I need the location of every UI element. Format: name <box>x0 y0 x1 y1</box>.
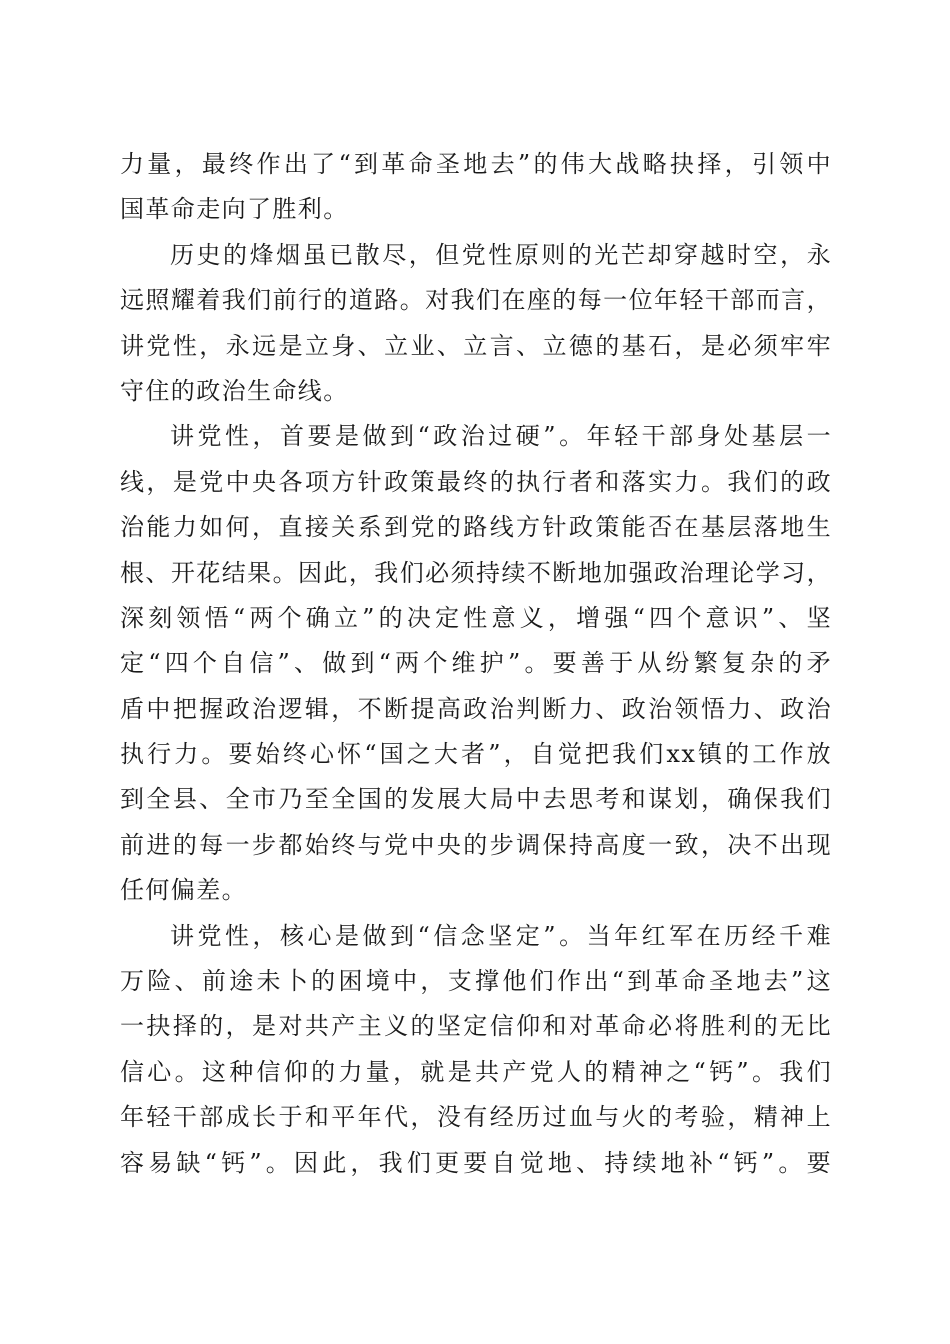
text-line: 一抉择的，是对共产主义的坚定信仰和对革命必将胜利的无比 <box>120 1012 832 1041</box>
text-line: 定“四个自信”、做到“两个维护”。要善于从纷繁复杂的矛 <box>120 649 832 678</box>
text-line: 到全县、全市乃至全国的发展大局中去思考和谋划，确保我们 <box>120 785 832 814</box>
text-line: 根、开花结果。因此，我们必须持续不断地加强政治理论学习， <box>120 558 832 587</box>
text-line: 国革命走向了胜利。 <box>120 195 349 224</box>
text-line: 容易缺“钙”。因此，我们更要自觉地、持续地补“钙”。要 <box>120 1148 832 1177</box>
paragraph-first-line: 讲党性，首要是做到“政治过硬”。年轻干部身处基层一 <box>170 422 832 451</box>
text-line: 力量，最终作出了“到革命圣地去”的伟大战略抉择，引领中 <box>120 150 832 178</box>
text-line: 盾中把握政治逻辑，不断提高政治判断力、政治领悟力、政治 <box>120 694 832 723</box>
text-line: 讲党性，永远是立身、立业、立言、立德的基石，是必须牢牢 <box>120 331 832 360</box>
text-line: 任何偏差。 <box>120 876 247 905</box>
text-line: 万险、前途未卜的困境中，支撑他们作出“到革命圣地去”这 <box>120 967 832 996</box>
document-body <box>120 142 832 1186</box>
text-line: 远照耀着我们前行的道路。对我们在座的每一位年轻干部而言， <box>120 286 832 315</box>
text-line: 深刻领悟“两个确立”的决定性意义，增强“四个意识”、坚 <box>120 603 832 632</box>
text-line: 执行力。要始终心怀“国之大者”，自觉把我们xx镇的工作放 <box>120 740 832 769</box>
paragraph-first-line: 讲党性，核心是做到“信念坚定”。当年红军在历经千难 <box>170 921 832 950</box>
text-line: 年轻干部成长于和平年代，没有经历过血与火的考验，精神上 <box>120 1103 832 1132</box>
paragraph-first-line: 历史的烽烟虽已散尽，但党性原则的光芒却穿越时空，永 <box>170 240 832 269</box>
text-line: 治能力如何，直接关系到党的路线方针政策能否在基层落地生 <box>120 513 832 542</box>
text-line: 信心。这种信仰的力量，就是共产党人的精神之“钙”。我们 <box>120 1057 832 1086</box>
text-line: 守住的政治生命线。 <box>120 376 349 405</box>
text-line: 前进的每一步都始终与党中央的步调保持高度一致，决不出现 <box>120 830 832 859</box>
text-line: 线，是党中央各项方针政策最终的执行者和落实力。我们的政 <box>120 467 832 496</box>
